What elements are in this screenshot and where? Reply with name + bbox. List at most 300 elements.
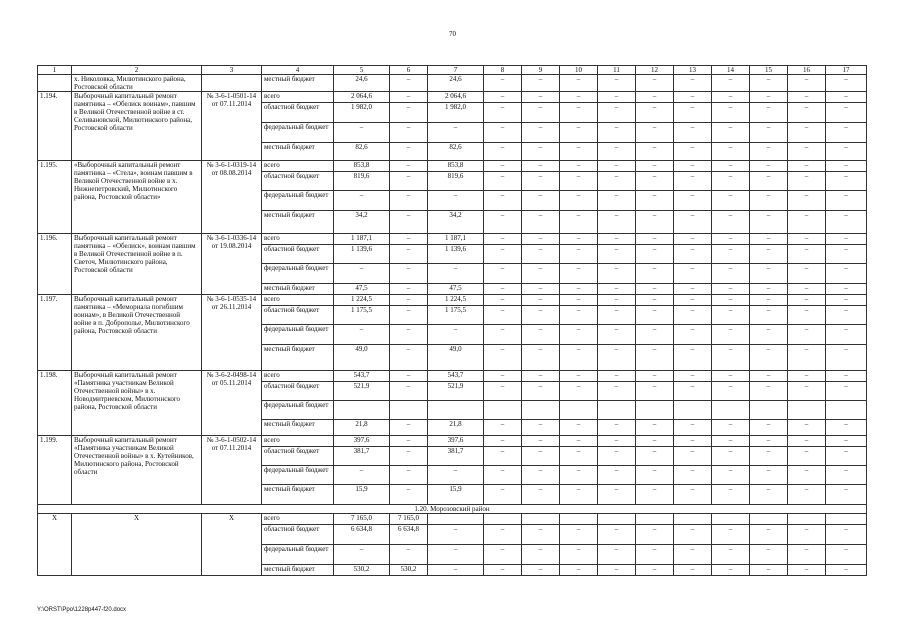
amount-cell: – [636, 284, 674, 295]
amount-cell: – [598, 565, 636, 576]
amount-cell: – [484, 485, 522, 505]
amount-cell: – [560, 211, 598, 234]
amount-cell [334, 401, 390, 420]
amount-cell: – [750, 234, 788, 245]
funding-source: областной бюджет [262, 525, 334, 545]
amount-cell: – [484, 525, 522, 545]
amount-cell: – [826, 371, 867, 382]
amount-cell: – [826, 466, 867, 485]
amount-cell: – [750, 447, 788, 466]
amount-cell: – [636, 306, 674, 325]
amount-cell [826, 401, 867, 420]
amount-cell: – [750, 172, 788, 191]
amount-cell: – [522, 191, 560, 211]
amount-cell: 34,2 [428, 211, 484, 234]
amount-cell: – [522, 211, 560, 234]
amount-cell: – [598, 172, 636, 191]
amount-cell: – [598, 306, 636, 325]
amount-cell: – [788, 466, 826, 485]
amount-cell: – [636, 143, 674, 161]
amount-cell: 21,8 [334, 420, 390, 436]
amount-cell: – [636, 466, 674, 485]
table-row [38, 92, 867, 103]
amount-cell: – [788, 103, 826, 123]
amount-cell: – [484, 123, 522, 143]
column-number: 2 [72, 66, 202, 75]
amount-cell [560, 401, 598, 420]
amount-cell [636, 514, 674, 525]
funding-source: всего [262, 92, 334, 103]
amount-cell: – [674, 306, 712, 325]
item-name: Выборочный капитальный ремонт памятника – «Обелиск воинам», павшим в Великой Отечественной войне в ст. Селивановской, Милютинского района, Ростовской области [72, 92, 202, 161]
item-number: 1.199. [38, 436, 72, 505]
amount-cell: – [598, 245, 636, 264]
amount-cell: – [788, 420, 826, 436]
amount-cell: – [750, 525, 788, 545]
amount-cell: – [788, 371, 826, 382]
amount-cell [636, 401, 674, 420]
amount-cell: – [712, 345, 750, 371]
amount-cell [712, 514, 750, 525]
funding-source: местный бюджет [262, 420, 334, 436]
amount-cell: – [522, 545, 560, 565]
amount-cell: – [636, 92, 674, 103]
amount-cell: – [560, 172, 598, 191]
item-name: х. Николовка, Милютинского района, Ростовской области [72, 75, 202, 92]
amount-cell: – [788, 447, 826, 466]
amount-cell: – [826, 245, 867, 264]
amount-cell: – [826, 103, 867, 123]
amount-cell: – [712, 211, 750, 234]
column-number: 11 [598, 66, 636, 75]
decree-number: № 3-6-1-0501-14 от 07.11.2014 [202, 92, 262, 161]
decree-number: № 3-6-1-0319-14 от 08.08.2014 [202, 161, 262, 234]
amount-cell: – [788, 264, 826, 284]
amount-cell: – [674, 545, 712, 565]
amount-cell: – [674, 436, 712, 447]
amount-cell: – [522, 382, 560, 401]
amount-cell: – [598, 284, 636, 295]
amount-cell: – [560, 161, 598, 172]
amount-cell: – [428, 123, 484, 143]
amount-cell: – [750, 123, 788, 143]
amount-cell: – [636, 325, 674, 345]
amount-cell: – [598, 295, 636, 306]
amount-cell: – [484, 420, 522, 436]
amount-cell: – [826, 420, 867, 436]
page-number: 70 [449, 30, 456, 38]
amount-cell: – [522, 234, 560, 245]
amount-cell: – [598, 143, 636, 161]
column-number: 1 [38, 66, 72, 75]
amount-cell: 853,8 [334, 161, 390, 172]
amount-cell: – [598, 325, 636, 345]
amount-cell: – [750, 466, 788, 485]
amount-cell: – [712, 103, 750, 123]
amount-cell: – [484, 161, 522, 172]
amount-cell: – [750, 485, 788, 505]
amount-cell: 521,9 [334, 382, 390, 401]
amount-cell: – [788, 306, 826, 325]
amount-cell: – [674, 191, 712, 211]
amount-cell [428, 514, 484, 525]
funding-source: федеральный бюджет [262, 401, 334, 420]
column-number: 16 [788, 66, 826, 75]
amount-cell: – [390, 284, 428, 295]
amount-cell: 6 634,8 [390, 525, 428, 545]
amount-cell: – [750, 191, 788, 211]
amount-cell: – [428, 325, 484, 345]
amount-cell: – [522, 75, 560, 92]
amount-cell: 21,8 [428, 420, 484, 436]
amount-cell: – [390, 172, 428, 191]
amount-cell: – [598, 436, 636, 447]
amount-cell: – [334, 264, 390, 284]
amount-cell: – [598, 466, 636, 485]
amount-cell: – [712, 264, 750, 284]
amount-cell: 853,8 [428, 161, 484, 172]
amount-cell: – [712, 245, 750, 264]
amount-cell: – [598, 123, 636, 143]
amount-cell: – [334, 123, 390, 143]
amount-cell [788, 514, 826, 525]
amount-cell: – [390, 211, 428, 234]
amount-cell: 381,7 [334, 447, 390, 466]
amount-cell: – [788, 325, 826, 345]
amount-cell: 1 187,1 [334, 234, 390, 245]
amount-cell: – [636, 75, 674, 92]
section-row [38, 505, 867, 514]
amount-cell: – [712, 191, 750, 211]
amount-cell: – [826, 211, 867, 234]
amount-cell: – [522, 345, 560, 371]
amount-cell: – [484, 172, 522, 191]
amount-cell: – [712, 485, 750, 505]
amount-cell: – [826, 545, 867, 565]
amount-cell: – [826, 234, 867, 245]
amount-cell: – [712, 143, 750, 161]
amount-cell: – [674, 371, 712, 382]
amount-cell: – [788, 382, 826, 401]
amount-cell: – [636, 103, 674, 123]
amount-cell: – [750, 382, 788, 401]
amount-cell: – [522, 325, 560, 345]
amount-cell: – [428, 264, 484, 284]
amount-cell: – [428, 545, 484, 565]
amount-cell: – [750, 306, 788, 325]
amount-cell: – [484, 545, 522, 565]
amount-cell: – [636, 211, 674, 234]
amount-cell: 1 982,0 [428, 103, 484, 123]
funding-source: местный бюджет [262, 345, 334, 371]
amount-cell: – [390, 75, 428, 92]
amount-cell: 82,6 [334, 143, 390, 161]
amount-cell: 819,6 [428, 172, 484, 191]
amount-cell: – [560, 191, 598, 211]
amount-cell: – [826, 264, 867, 284]
amount-cell: – [712, 161, 750, 172]
amount-cell: 6 634,8 [334, 525, 390, 545]
amount-cell: – [712, 295, 750, 306]
amount-cell: – [636, 436, 674, 447]
amount-cell: – [560, 245, 598, 264]
item-number: 1.196. [38, 234, 72, 295]
amount-cell: – [390, 371, 428, 382]
amount-cell: – [484, 211, 522, 234]
amount-cell: – [636, 295, 674, 306]
item-number: 1.194. [38, 92, 72, 161]
amount-cell: – [522, 172, 560, 191]
amount-cell: – [560, 436, 598, 447]
amount-cell [484, 514, 522, 525]
amount-cell: – [522, 123, 560, 143]
amount-cell: – [788, 345, 826, 371]
amount-cell: – [674, 345, 712, 371]
amount-cell [484, 401, 522, 420]
amount-cell: – [484, 382, 522, 401]
amount-cell: – [390, 245, 428, 264]
amount-cell: – [598, 211, 636, 234]
amount-cell: – [390, 264, 428, 284]
amount-cell: – [826, 485, 867, 505]
amount-cell: – [390, 420, 428, 436]
amount-cell: – [598, 545, 636, 565]
amount-cell: – [522, 447, 560, 466]
amount-cell: 7 165,0 [334, 514, 390, 525]
table-row [38, 161, 867, 172]
amount-cell [826, 514, 867, 525]
funding-source: федеральный бюджет [262, 191, 334, 211]
amount-cell [560, 514, 598, 525]
amount-cell: – [560, 306, 598, 325]
amount-cell: – [390, 466, 428, 485]
amount-cell: 530,2 [390, 565, 428, 576]
amount-cell: – [390, 234, 428, 245]
amount-cell: – [598, 264, 636, 284]
item-number: 1.195. [38, 161, 72, 234]
item-name: Х [72, 514, 202, 576]
amount-cell: – [598, 447, 636, 466]
amount-cell: – [636, 485, 674, 505]
funding-source: всего [262, 295, 334, 306]
amount-cell: – [598, 191, 636, 211]
amount-cell: 47,5 [334, 284, 390, 295]
amount-cell: – [484, 191, 522, 211]
column-number: 12 [636, 66, 674, 75]
amount-cell: – [674, 420, 712, 436]
amount-cell: – [636, 245, 674, 264]
funding-source: местный бюджет [262, 565, 334, 576]
amount-cell: – [826, 447, 867, 466]
amount-cell: – [560, 103, 598, 123]
amount-cell: – [636, 420, 674, 436]
amount-cell: – [484, 371, 522, 382]
amount-cell: – [674, 466, 712, 485]
item-number: 1.198. [38, 371, 72, 436]
amount-cell: – [750, 245, 788, 264]
amount-cell: – [826, 295, 867, 306]
amount-cell: – [788, 436, 826, 447]
amount-cell: – [560, 485, 598, 505]
amount-cell: – [390, 295, 428, 306]
amount-cell: – [636, 382, 674, 401]
amount-cell: – [712, 447, 750, 466]
amount-cell: 543,7 [428, 371, 484, 382]
funding-source: областной бюджет [262, 306, 334, 325]
amount-cell: 24,6 [334, 75, 390, 92]
decree-number: № 3-6-1-0336-14 от 19.08.2014 [202, 234, 262, 295]
amount-cell: – [712, 420, 750, 436]
amount-cell: – [522, 436, 560, 447]
amount-cell: – [560, 382, 598, 401]
amount-cell: – [788, 284, 826, 295]
amount-cell: – [522, 371, 560, 382]
decree-number [202, 75, 262, 92]
item-name: «Выборочный капитальный ремонт памятника – «Стела», воинам павшим в Великой Отечественной войне в х. Нижнепетровский, Милютинского района, Ростовской области» [72, 161, 202, 234]
amount-cell: – [334, 466, 390, 485]
amount-cell: – [560, 92, 598, 103]
amount-cell: – [560, 325, 598, 345]
amount-cell: – [390, 103, 428, 123]
amount-cell: – [484, 295, 522, 306]
item-name: Выборочный капитальный ремонт «Памятника участникам Великой Отечественной войны» в х. Новодмитриевском, Милютинского района, Ростовской области [72, 371, 202, 436]
amount-cell: – [484, 75, 522, 92]
decree-number: Х [202, 514, 262, 576]
file-path-footer: Y:\ORST\Ppo\1228p447-f20.docx [37, 607, 127, 613]
amount-cell: – [636, 371, 674, 382]
amount-cell: – [674, 447, 712, 466]
amount-cell: – [674, 143, 712, 161]
amount-cell: – [484, 245, 522, 264]
funding-source: областной бюджет [262, 172, 334, 191]
amount-cell: – [674, 92, 712, 103]
amount-cell: – [560, 525, 598, 545]
amount-cell: – [788, 545, 826, 565]
amount-cell: – [674, 295, 712, 306]
amount-cell: 819,6 [334, 172, 390, 191]
table-row [38, 75, 867, 92]
amount-cell: – [750, 545, 788, 565]
amount-cell: 1 139,6 [334, 245, 390, 264]
column-number: 8 [484, 66, 522, 75]
amount-cell: – [560, 545, 598, 565]
amount-cell: – [674, 325, 712, 345]
amount-cell: – [712, 284, 750, 295]
amount-cell: – [484, 447, 522, 466]
item-number: Х [38, 514, 72, 576]
amount-cell: – [712, 172, 750, 191]
amount-cell: – [390, 485, 428, 505]
amount-cell: – [522, 103, 560, 123]
amount-cell: – [560, 295, 598, 306]
funding-source: федеральный бюджет [262, 466, 334, 485]
table-row [38, 371, 867, 382]
amount-cell [750, 514, 788, 525]
amount-cell: – [428, 565, 484, 576]
amount-cell: – [560, 143, 598, 161]
funding-source: федеральный бюджет [262, 264, 334, 284]
amount-cell: – [712, 565, 750, 576]
amount-cell: – [560, 420, 598, 436]
funding-source: областной бюджет [262, 382, 334, 401]
amount-cell: 15,9 [428, 485, 484, 505]
column-number: 3 [202, 66, 262, 75]
amount-cell: – [598, 345, 636, 371]
table-row [38, 514, 867, 525]
amount-cell: – [788, 161, 826, 172]
amount-cell: – [750, 211, 788, 234]
amount-cell: – [484, 325, 522, 345]
amount-cell: – [712, 92, 750, 103]
amount-cell: – [826, 382, 867, 401]
amount-cell: – [560, 447, 598, 466]
amount-cell: – [598, 420, 636, 436]
amount-cell: 2 064,6 [428, 92, 484, 103]
item-number: 1.197. [38, 295, 72, 371]
amount-cell: – [522, 525, 560, 545]
amount-cell: – [334, 191, 390, 211]
item-name: Выборочный капитальный ремонт «Памятника участникам Великой Отечественной войны» в х. Кутейников, Милютинского района, Ростовской области [72, 436, 202, 505]
amount-cell: – [484, 565, 522, 576]
amount-cell: – [750, 565, 788, 576]
funding-source: федеральный бюджет [262, 545, 334, 565]
amount-cell: – [788, 92, 826, 103]
amount-cell: 381,7 [428, 447, 484, 466]
amount-cell: – [826, 284, 867, 295]
amount-cell: – [484, 264, 522, 284]
amount-cell [674, 401, 712, 420]
amount-cell: 49,0 [334, 345, 390, 371]
amount-cell: – [750, 143, 788, 161]
amount-cell: – [788, 295, 826, 306]
amount-cell [598, 401, 636, 420]
amount-cell: 1 187,1 [428, 234, 484, 245]
amount-cell: – [560, 264, 598, 284]
column-number: 5 [334, 66, 390, 75]
amount-cell: – [674, 123, 712, 143]
amount-cell: – [522, 161, 560, 172]
table-row [38, 295, 867, 306]
amount-cell: – [750, 92, 788, 103]
amount-cell: – [788, 565, 826, 576]
amount-cell: – [598, 103, 636, 123]
decree-number: № 3-6-1-0502-14 от 07.11.2014 [202, 436, 262, 505]
amount-cell: – [712, 75, 750, 92]
amount-cell: – [522, 284, 560, 295]
amount-cell: – [788, 75, 826, 92]
amount-cell: – [598, 234, 636, 245]
funding-source: областной бюджет [262, 447, 334, 466]
amount-cell: – [674, 234, 712, 245]
funding-source: областной бюджет [262, 103, 334, 123]
amount-cell: – [674, 211, 712, 234]
amount-cell: – [560, 565, 598, 576]
amount-cell: – [788, 485, 826, 505]
amount-cell: – [560, 234, 598, 245]
amount-cell: 15,9 [334, 485, 390, 505]
amount-cell: – [750, 103, 788, 123]
amount-cell: – [390, 436, 428, 447]
amount-cell: – [560, 371, 598, 382]
amount-cell: – [484, 306, 522, 325]
decree-number: № 3-6-1-0535-14 от 26.11.2014 [202, 295, 262, 371]
amount-cell: – [826, 306, 867, 325]
amount-cell: – [674, 245, 712, 264]
column-number: 13 [674, 66, 712, 75]
amount-cell: – [484, 284, 522, 295]
amount-cell: – [826, 191, 867, 211]
amount-cell: – [674, 264, 712, 284]
